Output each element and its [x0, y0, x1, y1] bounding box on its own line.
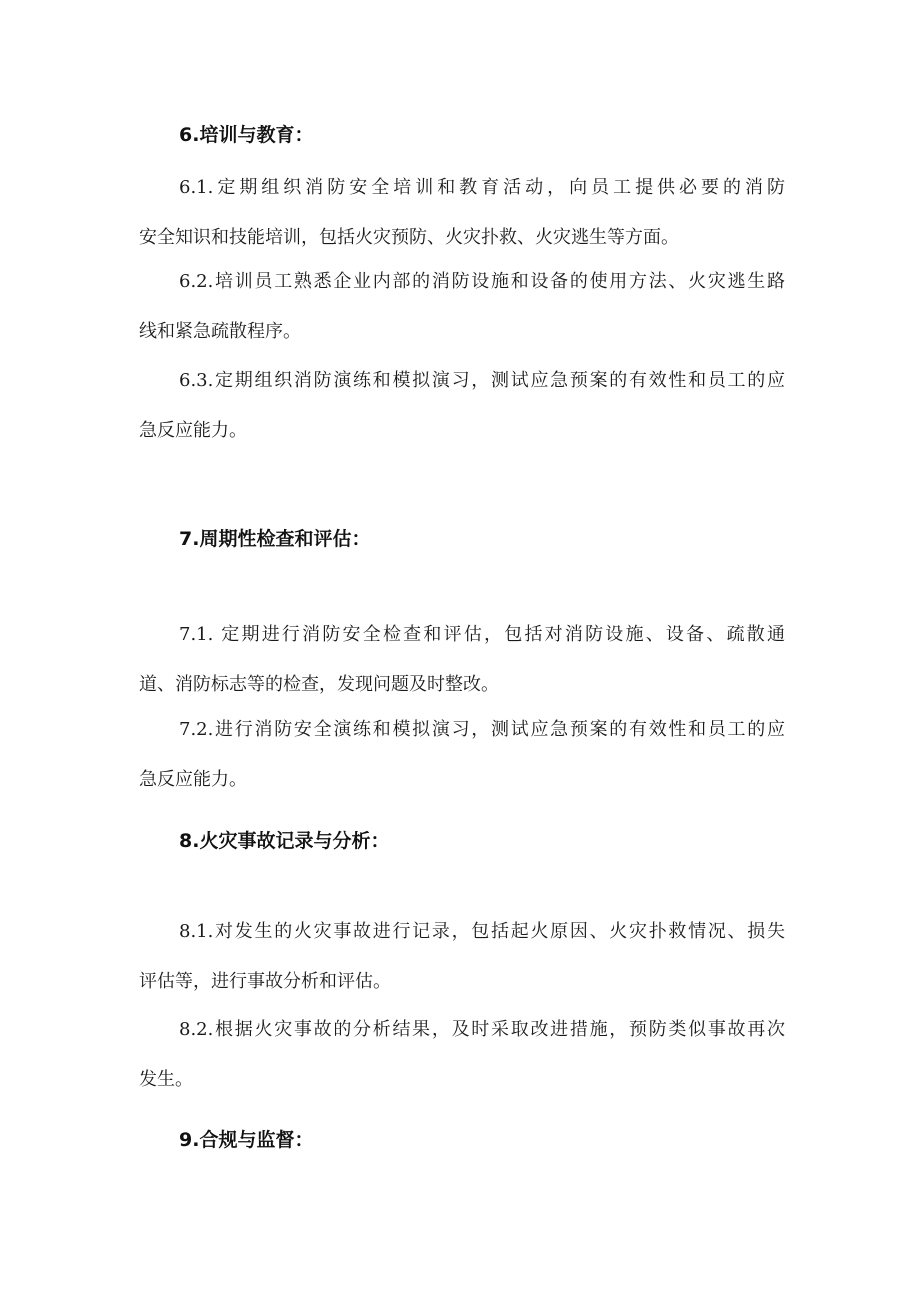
paragraph-line: 6.1.定期组织消防安全培训和教育活动，向员工提供必要的消防 [179, 177, 785, 198]
paragraph-line: 评估等，进行事故分析和评估。 [139, 971, 391, 992]
paragraph-line: 急反应能力。 [139, 420, 247, 441]
paragraph-7-2 [139, 705, 785, 805]
paragraph-7-1 [139, 610, 785, 710]
paragraph-6-2 [139, 257, 785, 357]
paragraph-line: 线和紧急疏散程序。 [139, 321, 301, 342]
paragraph-line: 8.1.对发生的火灾事故进行记录，包括起火原因、火灾扑救情况、损失 [179, 921, 785, 942]
section-7-heading: 7.周期性检查和评估： [179, 528, 371, 550]
paragraph-6-3 [139, 356, 785, 456]
paragraph-line: 发生。 [139, 1069, 193, 1090]
paragraph-8-1 [139, 907, 785, 1007]
paragraph-line: 7.1. 定期进行消防安全检查和评估，包括对消防设施、设备、疏散通 [179, 624, 785, 645]
paragraph-line: 急反应能力。 [139, 769, 247, 790]
section-8-heading: 8.火灾事故记录与分析： [179, 830, 390, 852]
section-9-heading: 9.合规与监督： [179, 1129, 314, 1151]
paragraph-line: 6.2.培训员工熟悉企业内部的消防设施和设备的使用方法、火灾逃生路 [179, 271, 785, 292]
paragraph-8-2 [139, 1005, 785, 1105]
paragraph-line: 安全知识和技能培训，包括火灾预防、火灾扑救、火灾逃生等方面。 [139, 227, 679, 248]
paragraph-line: 道、消防标志等的检查，发现问题及时整改。 [139, 674, 499, 695]
paragraph-6-1 [139, 163, 785, 263]
section-6-heading: 6.培训与教育： [179, 124, 314, 146]
paragraph-line: 6.3.定期组织消防演练和模拟演习，测试应急预案的有效性和员工的应 [179, 370, 785, 391]
paragraph-line: 7.2.进行消防安全演练和模拟演习，测试应急预案的有效性和员工的应 [179, 719, 785, 740]
paragraph-line: 8.2.根据火灾事故的分析结果，及时采取改进措施，预防类似事故再次 [179, 1019, 785, 1040]
